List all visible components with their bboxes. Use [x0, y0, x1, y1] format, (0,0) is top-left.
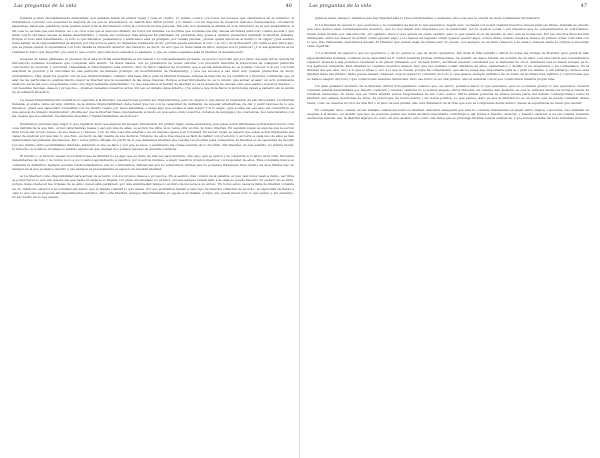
left-running-title: Las preguntas de la vida	[14, 3, 77, 9]
paragraph: hubiera podido razonablemente determinar qué galaxias había en primer lugar y cuál en cuarto. Lo mismo ocurre con todos los sucesos que observamos en el universo: si hubiéramos conocido con exactitud la mayoría de los que le precedieron, no habría sido difícil prever, y lo mismo con los mejores de nuestros métodos (temperatura, circulación sanguínea, fisiología, genética) sería posible tener toda la información sobre la conducta de una persona. Tan solo nos quedaría el dilema de si la «libertad» de la que presumimos, si tal cosa no es más que una ilusión, es o no otra cosa que el desconocimiento de todos los detalles. La doctrina que sostiene que hay causas eficientes para todo cuanto sucede y que nada ocurre sin tales causas se llama determinismo, y desde sus versiones más antiguas ha planteado un problema muy grave a quienes pretenden defender la libertad humana. Porque si todo está determinado, si todo lo que haremos, pensaremos o sentiremos está ya prefijado por causas previas, ¿dónde queda entonces el mérito o la culpa? ¿Qué sentido tiene hablar de la responsabilidad de alguien por sus actos si estos no dependen realmente de él? ¿Dónde queda entonces el «sí» o el «no» de la libertad? ¿No sería el acto libre algo que se puede prever si supiéramos con todo detalle la situación anterior del universo, es decir, un acto que no tiene nada de libre, aunque nos lo parezca? ¿Y si esa apariencia es en realidad lo único que importa? ¿No será lo que ocurre que todavía no sabemos lo bastante, y que en cuanto sepamos más la libertad se desvanecerá?	[12, 16, 294, 54]
right-page	[307, 0, 589, 458]
paragraph: b) La libertad de querer lo que queremos y no solamente de hacer lo que queremos. Según esto, no basta con poder realizar nuestros deseos para ser libres: también es preciso que esos deseos sean verdaderamente nuestros, que no nos hayan sido impuestos por la publicidad, por la presión social o por impulsos que no comprendemos ni controlamos. Quien actúa movido por una adicción, por ejemplo, hace lo que quiere en cierto sentido, pero lo que quiere no lo ha elegido él, sino que se le impone. Por eso muchos filósofos han distinguido entre los deseos de primer orden (querer algo) y los deseos de segundo orden (querer querer algo): somos libres cuando nuestros deseos de primer orden coinciden con lo que, tras reflexionar, querríamos desear. El fumador que quiere dejar de fumar pero no puede, por ejemplo, no es libre respecto a su tabaco aunque nadie le obligue a encender cada cigarrillo.	[307, 23, 589, 49]
left-page-header	[12, 3, 294, 13]
paragraph: El literato o el filósofo suelen recordarnos que la libertad no es algo que se tiene de una vez para siempre, sino algo que se ejerce y se conquista a lo largo de la vida. Nacemos dependientes de todo y de todos; poco a poco vamos aprendiendo a valernos por nosotros mismos, a elegir nuestros propios objetivos y a responder de ellos. Esta conquista nunca es completa ni definitiva: siempre quedan condicionamientos que no controlamos, influencias que no advertimos, límites que no podemos franquear. Pero dentro de esos límites hay un margen en el que podemos decidir, y ese margen es precisamente el espacio de nuestra libertad.	[12, 154, 294, 171]
left-page	[12, 0, 294, 458]
paragraph: En cualquier caso, cuando un ser humano reflexiona sobre su libertad, descubre enseguida que esta no consiste únicamente en elegir entre objetos o acciones, sino también en elegirse a sí mismo, en decidir qué tipo de persona quiere ser. Cada decisión importante contribuye a dar forma a nuestro carácter, y nuestro carácter a su vez orienta nuestras decisiones futuras. Así, la libertad aparece no como un acto aislado, sino como una tarea que se prolonga durante toda la existencia, y que nunca termina del todo mientras vivimos.	[307, 107, 589, 121]
paragraph: Un gran pensador moderno de la libertad, Arthur Schopenhauer, sostuvo que, en efecto, podemos hacer lo que queremos, pero no podemos querer lo que queremos: nuestra voluntad estaría determinada por nuestro carácter, y nuestro carácter no lo hemos elegido. Otros filósofos, en cambio, han insistido en que el carácter mismo se forma a través de nuestras decisiones, de modo que en cierta medida somos responsables de ser como somos. Entre ambas posturas se mueve buena parte del debate contemporáneo sobre la libertad, que enlaza cuestiones de ética, de psicología, de neurociencia y de teoría política. Lo que parece claro es que la libertad no es un hecho que se pueda constatar desde fuera, como se observa el color de una flor o el peso de una piedra, sino una dimensión de la vida que solo se comprende desde dentro, desde la experiencia de tener que decidir.	[307, 83, 589, 105]
paragraph: Después de haber planteado la cuestión de si esta doctrina determinista se encuentra o no suficientemente probada, es preciso recordar que a lo largo del siglo XX la ciencia ha introducido notables novedades que complican este asunto. La física clásica, con su pretensión de poder calcular con precisión absoluta la trayectoria de cualquier partícula conociendo su posición y velocidad, respaldaba el determinismo más estricto. Pero la física cuántica ha mostrado que a escala subatómica no es posible conocer a la vez con total exactitud la posición y la velocidad de una partícula (el llamado principio de incertidumbre de Heisenberg), y que los sucesos a ese nivel solo pueden predecirse de modo probabilístico. Hay quien ha querido ver en ese indeterminismo cuántico una base física para la libertad humana, aunque la mayoría de los científicos y filósofos consideran que el azar de las partículas no explica mucho mejor la libertad que la necesidad de las leyes clásicas. Porque actuar libremente no es lo mismo que actuar al azar: un acto puramente aleatorio sería tan poco responsable como uno rigurosamente determinado. Lo que buscamos al hablar de libertad no es la ausencia de causas, sino que seamos nosotros mismos —con nuestras razones, deseos y proyectos— quienes causemos nuestros actos. Por eso el debate sigue abierto, y no parece que ni la física ni la biología vayan a zanjarlo sin la ayuda de la reflexión filosófica.	[12, 56, 294, 95]
page-gutter	[299, 0, 300, 458]
left-page-number: 46	[285, 3, 292, 9]
right-page-header	[307, 3, 589, 13]
right-running-title: Las preguntas de la vida	[309, 3, 372, 9]
right-page-number: 47	[580, 3, 587, 9]
paragraph: La nueva indeterminación científica no equivale a la libertad: los electrones pueden ser impredecibles, pero no eligen lo que hacen ni responden de ello ante nadie. La libertad humana, si existe, debe ser algo distinto de la simple imprevisibilidad: debe tener que ver con la capacidad de deliberar, de sopesar alternativas, de dar y pedir razones de lo que hacemos. ¿Será esa capacidad compatible con un mundo regido por leyes naturales, o exige algo que escape a esas leyes? Y si lo exige, ¿qué podría ser ese algo sin convertirse en una especie de milagro inexplicable? ¿Podría ser que la libertad fuese precisamente el modo en que seres como nosotros, dotados de lenguaje y de conciencia, nos relacionamos con las causas que nos afectan, haciéndolas nuestras y transformándolas en motivos?	[12, 97, 294, 119]
paragraph: a) La libertad como disponibilidad para actuar de acuerdo con los propios deseos o proyectos. En el sentido más común de la palabra, el que casi todos usan a diario, ser libre es poder hacer lo que uno quiere sin que nadie ni nada se lo impida. Un preso encarcelado no es libre, porque aunque quiera salir a la calle no puede hacerlo; un esclavo no es libre, porque debe obedecer las órdenes de su amo; quien está paralizado por una enfermedad tampoco es libre de moverse a su antojo. En todos estos casos la falta de libertad consiste en un obstáculo exterior a la voluntad del sujeto que le impide realizar lo que desea. Por eso podríamos llamar a este tipo de libertad «libertad de acción»: la capacidad de llevar a cabo lo que uno se propone sin impedimentos externos. Pero esta libertad, aunque importantísima, no agota el problema, porque uno puede hacer todo lo que quiere y, sin embargo, no ser dueño de lo que quiere.	[12, 173, 294, 199]
paragraph: gana de nada, tampoco diríamos que hay libertad ante lo rayos ultravioletas o cualquier otra cosa que le ocurra de modo totalmente involuntario.	[315, 16, 541, 20]
left-page-body	[12, 16, 294, 454]
paragraph: Intentemos precisar algo mejor lo que significa decir que alguien ha actuado libremente. En primer lugar, suele entenderse que quien actúa libremente podría haber hecho otra cosa distinta de la que hizo: si tuvo alternativas reales y escogió una de ellas, su acción fue libre; si no tenía otra opción, no hubo libertad. En segundo lugar, se supone que la acción libre brota del propio sujeto, de sus deseos y razones, y no de una coacción externa o de un impulso ajeno a su voluntad. En tercer lugar, se espera que quien actúa libremente sea capaz de explicar por qué hizo lo que hizo, es decir, de dar cuenta de sus motivos. Ninguno de estos tres rasgos es fácil de definir con precisión, y en torno a cada uno de ellos se han desarrollado larguísimas discusiones. Pero todos juntos dibujan un perfil de lo que llamamos libertad que resulta reconocible para cualquiera: la libertad es la capacidad de decidir por uno mismo entre posibilidades diversas, sabiendo lo que se hace y por qué se hace, y asumiendo las consecuencias de lo decidido. Sin libertad, en este sentido, no habría moral, ni derecho, ni política, ni tampoco sentido alguno en que alguien nos pidiera razones de nuestra conducta.	[12, 121, 294, 151]
paragraph: c) La libertad de querer lo que no queremos, y de no querer lo que de hecho queremos. Sin duda la más extraña y difícil de todas las formas de libertad, pero quizá la más específicamente humana. Consiste en la capacidad de ir contra nuestras propias inclinaciones, de resistir un deseo intenso en nombre de un valor o de una razón que consideramos superior. Gracias a ella podemos renunciar a un placer inmediato por un bien futuro, sacrificar nuestra comodidad por el bienestar de otros, mantener una promesa aunque ya no nos apetezca cumplirla. Esta libertad no suprime nuestros deseos, sino que nos permite tomar distancia de ellos, examinarlos y decidir si los aceptamos o los rechazamos. Es la libertad del que dice «no» a lo que le atrae y «sí» a lo que le cuesta, porque ha comprendido que ahí se juega algo importante para él o para los demás. Y, sin embargo, incluso esta libertad tiene sus límites: nadie puede desear cualquier cosa ni querer lo contrario de todo lo que quiere; siempre partimos de un fondo de inclinaciones, hábitos y convicciones que no hemos elegido del todo y que condicionan nuestras decisiones. Pero ese fondo no es una prisión, sino el material con el que construimos nuestra propia vida.	[307, 51, 589, 81]
right-page-body	[307, 16, 589, 454]
